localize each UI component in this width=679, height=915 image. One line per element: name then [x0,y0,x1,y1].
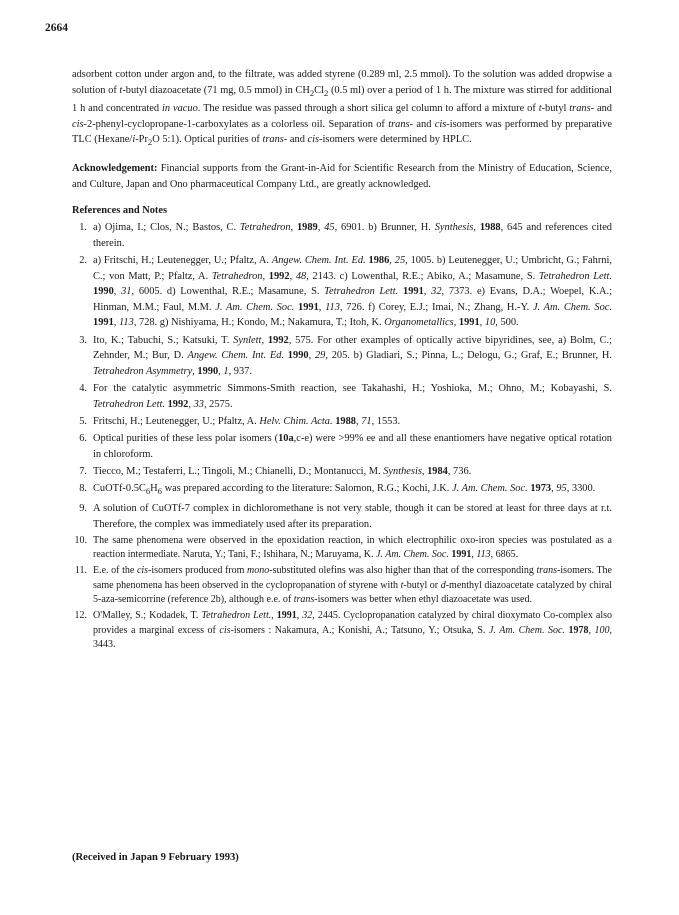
reference-number: 7. [79,465,87,477]
reference-text: A solution of CuOTf-7 complex in dichloromethane is not very stable, though it can be stored at least for three days at r.t. Therefore, the complex was immediately used after its preparation. [93,503,612,530]
reference-item [72,431,612,462]
reference-number: 12. [74,610,87,622]
reference-number: 6. [79,432,87,444]
reference-text: Optical purities of these less polar isomers (10a,c-e) were >99% ee and all these enantiomers have negative optical rotation in chloroform. [93,432,612,460]
page-number: 2664 [45,22,68,34]
reference-number: 11. [74,565,87,577]
reference-number: 4. [79,383,87,395]
reference-item [72,534,612,563]
reference-item [72,501,612,532]
reference-item [72,253,612,331]
acknowledgement-paragraph [72,161,612,192]
reference-number: 2. [79,255,87,267]
reference-text: Fritschi, H.; Leutenegger, U.; Pfaltz, A. Helv. Chim. Acta. 1988, 71, 1553. [93,415,401,427]
reference-item [72,333,612,380]
reference-number: 3. [79,334,87,346]
reference-text: The same phenomena were observed in the epoxidation reaction, in which electrophilic oxo-iron species was postulated as a reaction intermediate. Naruta, Y.; Tani, F.; Ishihara, N.; Maruyama, K. J. Am. Chem. Soc. 1991, 113, 6865. [93,535,612,561]
reference-text: a) Fritschi, H.; Leutenegger, U.; Pfaltz, A. Angew. Chem. Int. Ed. 1986, 25, 1005. b) Leutenegger, U.; Umbricht, G.; Fahrni, C.; von Matt, P.; Pfaltz, A. Tetrahedron, 1992, 48, 2143. c) Lowenthal, R.E.; Abiko, A.; Masamune, S. Tetrahedron Lett. 1990, 31, 6005. d) Lowenthal, R.E.; Masamune, S. Tetrahedron Lett. 1991, 32, 7373. e) Evans, D.A.; Woepel, K.A.; Hinman, M.M.; Faul, M.M. J. Am. Chem. Soc. 1991, 113, 726. f) Corey, E.J.; Imai, N.; Zhang, H.-Y. J. Am. Chem. Soc. 1991, 113, 728. g) Nishiyama, H.; Kondo, M.; Nakamura, T.; Itoh, K. Organometallics, 1991, 10, 500. [93,255,612,329]
reference-text: O'Malley, S.; Kodadek, T. Tetrahedron Lett., 1991, 32, 2445. Cyclopropanation catalyzed by chiral dioxymato Co-complex also provides a marginal excess of cis-isomers : Nakamura, A.; Konishi, A.; Tatsuno, Y.; Otsuka, S. J. Am. Chem. Soc. 1978, 100, 3443. [93,610,613,651]
acknowledgement-heading: Acknowledgement: [72,163,158,175]
reference-number: 9. [79,503,87,515]
reference-text: Tiecco, M.; Testaferri, L.; Tingoli, M.; Chianelli, D.; Montanucci, M. Synthesis, 1984, 736. [93,465,472,477]
reference-number: 8. [79,482,87,494]
reference-text: Ito, K.; Tabuchi, S.; Katsuki, T. Synlett, 1992, 575. For other examples of optically active bipyridines, see, a) Bolm, C.; Zehnder, M.; Bur, D. Angew. Chem. Int. Ed. 1990, 29, 205. b) Gladiari, S.; Pinna, L.; Delogu, G.; Graf, E.; Brunner, H. Tetrahedron Asymmetry, 1990, 1, 937. [93,334,612,377]
page-body [72,67,612,654]
reference-text: a) Ojima, I.; Clos, N.; Bastos, C. Tetrahedron, 1989, 45, 6901. b) Brunner, H. Synthesis, 1988, 645 and references cited therein. [93,222,613,249]
acknowledgement-text: Financial supports from the Grant-in-Aid for Scientific Research from the Ministry of Education, Science, and Culture, Japan and Ono pharmaceutical Company Ltd., are greatly acknowledged. [72,163,612,190]
reference-item [72,220,612,251]
reference-item [72,381,612,412]
reference-text: CuOTf-$0.5C_6H_6$ was prepared according to the literature: Salomon, R.G.; Kochi, J.K. J. Am. Chem. Soc. 1973, 95, 3300. [93,482,596,497]
received-date: (Received in Japan 9 February 1993) [72,852,239,863]
reference-number: 5. [79,415,87,427]
references-heading: References and Notes [72,204,168,216]
reference-text: For the catalytic asymmetric Simmons-Smith reaction, see Takahashi, H.; Yoshioka, M.; Ohno, M.; Kobayashi, S. Tetrahedron Lett. 1992, 33, 2575. [93,383,612,410]
reference-item [72,414,612,430]
experimental-paragraph: adsorbent cotton under argon and, to the filtrate, was added styrene (0.289 ml, 2.5 mmol). To the solution was added dropwise a solution of t-butyl diazoacetate (71 mg, 0.5 mmol) in $CH_2Cl_2$ (0.5 ml) over a period of 1 h. The mixture was stirred for additional 1 h and concentrated in vacuo. The residue was passed through a short silica gel column to afford a mixture of t-butyl trans- and cis-2-phenyl-cyclopropane-1-carboxylates as a colorless oil. Separation of trans- and cis-isomers was performed by preparative TLC ($Hexane/i-Pr_2O$ 5:1). Optical purities of trans- and cis-isomers were determined by HPLC. [72,69,613,148]
reference-list [72,220,612,652]
reference-number: 1. [79,222,87,234]
reference-item [72,609,612,652]
reference-text: E.e. of the cis-isomers produced from mono-substituted olefins was also higher than that of the corresponding trans-isomers. The same phenomena has been observed in the cyclopropanation of styrene with t-butyl or d-menthyl diazoacetate catalyzed by chiral 5-aza-semicorrine (reference 2b), although e.e. of trans-isomers was better when ethyl diazoacetate was used. [93,565,613,606]
reference-item [72,481,612,500]
reference-number: 10. [74,535,87,546]
reference-item [72,464,612,480]
reference-item [72,564,612,607]
